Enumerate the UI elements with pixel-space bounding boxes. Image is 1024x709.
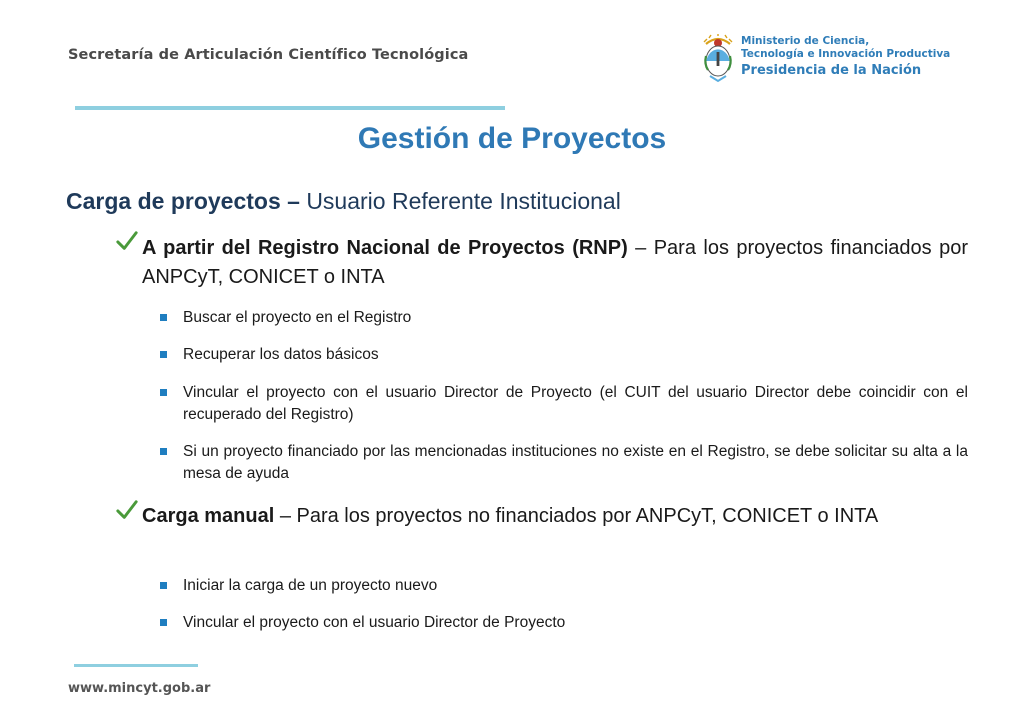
list-item — [142, 234, 968, 292]
square-bullet-icon — [160, 619, 167, 626]
logo-line-area: Tecnología e Innovación Productiva — [741, 48, 951, 60]
square-bullet-icon — [160, 448, 167, 455]
footer-divider — [74, 664, 198, 667]
header-divider — [75, 106, 505, 110]
slide-subtitle — [66, 188, 621, 215]
list-subitem: Buscar el proyecto en el Registro — [183, 309, 412, 326]
list-item-bold: A partir del Registro Nacional de Proyectos (RNP) — [142, 237, 628, 259]
logo-line-presidency: Presidencia de la Nación — [741, 63, 922, 78]
list-item-bold: Carga manual — [142, 505, 275, 527]
list-item-text: – Para los proyectos financiados por ANPCyT, CONICET o INTA — [142, 237, 969, 288]
square-bullet-icon — [160, 389, 167, 396]
list-subitem: Vincular el proyecto con el usuario Director de Proyecto — [183, 614, 566, 631]
list-subitem: Iniciar la carga de un proyecto nuevo — [183, 577, 438, 594]
list-item-text: – Para los proyectos no financiados por ANPCyT, CONICET o INTA — [274, 505, 879, 527]
checkmark-icon — [116, 230, 138, 252]
footer-url: www.mincyt.gob.ar — [68, 681, 211, 696]
list-subitem: Recuperar los datos básicos — [183, 346, 379, 363]
checkmark-icon — [116, 499, 138, 521]
square-bullet-icon — [160, 314, 167, 321]
square-bullet-icon — [160, 582, 167, 589]
square-bullet-icon — [160, 351, 167, 358]
subtitle-rest: Usuario Referente Institucional — [306, 188, 621, 214]
list-subitem: Vincular el proyecto con el usuario Director de Proyecto (el CUIT del usuario Director debe coincidir con el recuperado del Registro) — [183, 384, 968, 423]
ministry-logo — [700, 34, 951, 86]
coat-of-arms-icon — [700, 34, 736, 84]
list-item — [142, 502, 968, 531]
logo-line-ministry: Ministerio de Ciencia, — [741, 35, 870, 47]
subtitle-bold: Carga de proyectos – — [66, 188, 300, 214]
list-subitem: Si un proyecto financiado por las mencionadas instituciones no existe en el Registro, se debe solicitar su alta a la mesa de ayuda — [183, 443, 968, 482]
organization-name: Secretaría de Articulación Científico Tecnológica — [68, 47, 469, 63]
slide-title: Gestión de Proyectos — [357, 122, 667, 155]
